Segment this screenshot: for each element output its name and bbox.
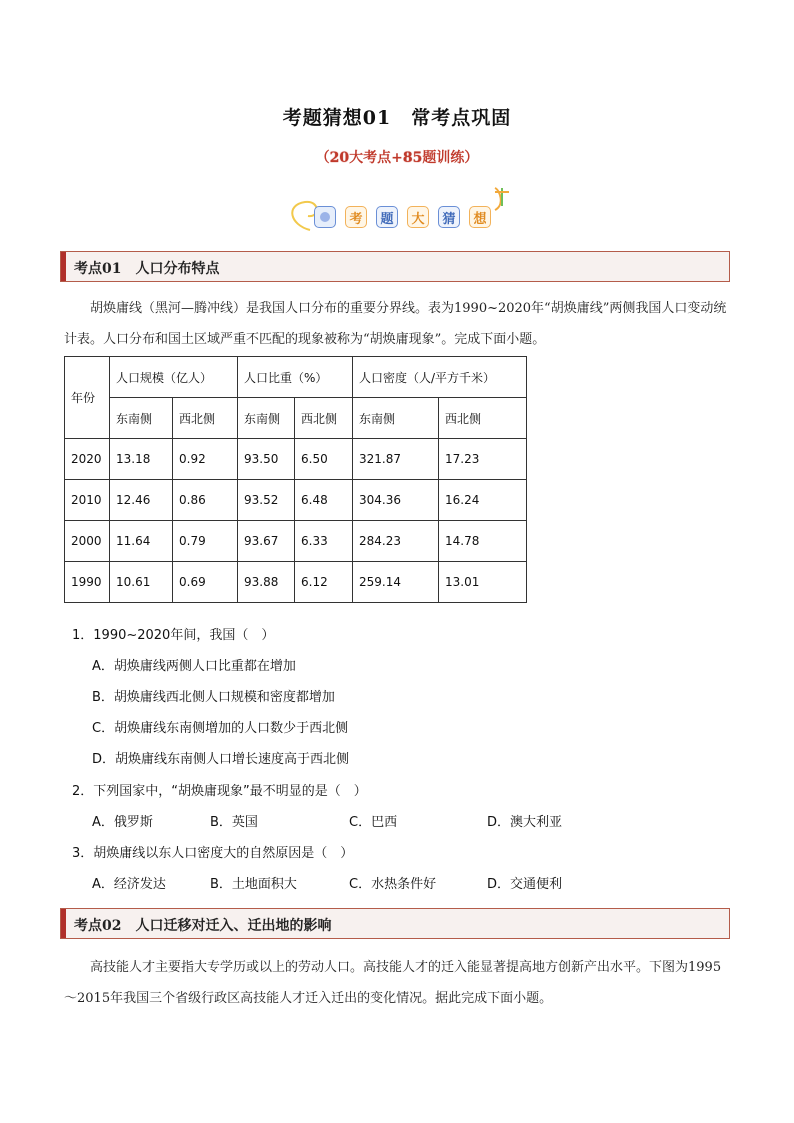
table-cell: 16.24 bbox=[439, 480, 527, 521]
banner-char: 考 bbox=[345, 206, 367, 228]
table-cell: 0.92 bbox=[173, 439, 238, 480]
q2-option-b[interactable]: B．英国 bbox=[210, 815, 258, 830]
table-cell: 93.50 bbox=[238, 439, 295, 480]
table-cell: 12.46 bbox=[110, 480, 173, 521]
table-cell: 14.78 bbox=[439, 521, 527, 562]
q1-option-b[interactable]: B．胡焕庸线西北侧人口规模和密度都增加 bbox=[92, 690, 335, 705]
subtitle-num-points: 20 bbox=[329, 150, 350, 166]
table-cell: 304.36 bbox=[353, 480, 439, 521]
table-cell: 6.12 bbox=[295, 562, 353, 603]
section-accent-bar bbox=[61, 252, 66, 281]
q3-option-a[interactable]: A．经济发达 bbox=[92, 877, 166, 892]
table-cell: 17.23 bbox=[439, 439, 527, 480]
table-subheader: 东南侧 bbox=[353, 398, 439, 439]
banner-char: 大 bbox=[407, 206, 429, 228]
section-heading-1 bbox=[60, 251, 730, 282]
table-cell: 284.23 bbox=[353, 521, 439, 562]
table-cell: 259.14 bbox=[353, 562, 439, 603]
banner-char: 题 bbox=[376, 206, 398, 228]
table-row bbox=[65, 562, 527, 603]
table-cell: 2010 bbox=[65, 480, 110, 521]
table-cell: 13.18 bbox=[110, 439, 173, 480]
table-cell: 0.86 bbox=[173, 480, 238, 521]
table-cell: 0.69 bbox=[173, 562, 238, 603]
page-title: 考题猜想01 常考点巩固 bbox=[282, 107, 512, 129]
table-cell: 93.52 bbox=[238, 480, 295, 521]
q2-option-c[interactable]: C．巴西 bbox=[349, 815, 398, 830]
table-cell: 1990 bbox=[65, 562, 110, 603]
subtitle-end: 题训练） bbox=[422, 150, 479, 166]
q3-option-c[interactable]: C．水热条件好 bbox=[349, 877, 437, 892]
table-cell: 6.33 bbox=[295, 521, 353, 562]
subtitle-num-questions: 85 bbox=[402, 150, 423, 166]
table-cell: 0.79 bbox=[173, 521, 238, 562]
table-header-year: 年份 bbox=[65, 357, 110, 439]
banner-dot-icon bbox=[314, 206, 336, 228]
table-subheader: 西北侧 bbox=[295, 398, 353, 439]
population-table bbox=[64, 356, 527, 603]
table-cell: 93.67 bbox=[238, 521, 295, 562]
table-cell: 6.50 bbox=[295, 439, 353, 480]
question-1-stem: 1．1990~2020年间，我国（ ） bbox=[72, 628, 275, 643]
section2-paragraph: 高技能人才主要指大专学历或以上的劳动人口。高技能人才的迁入能显著提高地方创新产出水平。下图为1995～2015年我国三个省级行政区高技能人才迁入迁出的变化情况。据此完成下面小题。 bbox=[64, 960, 722, 1006]
table-cell: 93.88 bbox=[238, 562, 295, 603]
page-subtitle bbox=[0, 147, 794, 167]
table-row bbox=[65, 480, 527, 521]
section-heading-2 bbox=[60, 908, 730, 939]
section-heading-text: 考点02 人口迁移对迁入、迁出地的影响 bbox=[74, 918, 332, 934]
table-subheader: 西北侧 bbox=[173, 398, 238, 439]
question-2-stem: 2．下列国家中，“胡焕庸现象”最不明显的是（ ） bbox=[72, 784, 367, 799]
table-cell: 11.64 bbox=[110, 521, 173, 562]
table-header-group: 人口规模（亿人） bbox=[110, 357, 238, 398]
table-cell: 2000 bbox=[65, 521, 110, 562]
table-subheader: 西北侧 bbox=[439, 398, 527, 439]
table-cell: 10.61 bbox=[110, 562, 173, 603]
section-accent-bar bbox=[61, 909, 66, 938]
table-row bbox=[65, 521, 527, 562]
banner-char: 想 bbox=[469, 206, 491, 228]
table-header-group: 人口密度（人/平方千米） bbox=[353, 357, 527, 398]
table-header-group: 人口比重（%） bbox=[238, 357, 353, 398]
table-subheader: 东南侧 bbox=[110, 398, 173, 439]
banner-char: 猜 bbox=[438, 206, 460, 228]
q2-option-d[interactable]: D．澳大利亚 bbox=[487, 815, 563, 830]
subtitle-open: （ bbox=[315, 150, 330, 166]
q2-option-a[interactable]: A．俄罗斯 bbox=[92, 815, 153, 830]
q3-option-d[interactable]: D．交通便利 bbox=[487, 877, 563, 892]
section1-paragraph: 胡焕庸线（黑河—腾冲线）是我国人口分布的重要分界线。表为1990~2020年“胡焕庸线”两侧我国人口变动统计表。人口分布和国土区域严重不匹配的现象被称为“胡焕庸现象”。完成下面小题。 bbox=[64, 301, 727, 347]
table-row bbox=[65, 439, 527, 480]
section-heading-text: 考点01 人口分布特点 bbox=[74, 261, 220, 277]
table-subheader: 东南侧 bbox=[238, 398, 295, 439]
subtitle-mid: 大考点+ bbox=[349, 150, 403, 166]
table-cell: 321.87 bbox=[353, 439, 439, 480]
question-3-stem: 3．胡焕庸线以东人口密度大的自然原因是（ ） bbox=[72, 846, 354, 861]
q1-option-a[interactable]: A．胡焕庸线两侧人口比重都在增加 bbox=[92, 659, 296, 674]
q1-option-c[interactable]: C．胡焕庸线东南侧增加的人口数少于西北侧 bbox=[92, 721, 349, 736]
table-cell: 2020 bbox=[65, 439, 110, 480]
table-cell: 13.01 bbox=[439, 562, 527, 603]
q3-option-b[interactable]: B．土地面积大 bbox=[210, 877, 297, 892]
table-cell: 6.48 bbox=[295, 480, 353, 521]
q1-option-d[interactable]: D．胡焕庸线东南侧人口增长速度高于西北侧 bbox=[92, 752, 350, 767]
